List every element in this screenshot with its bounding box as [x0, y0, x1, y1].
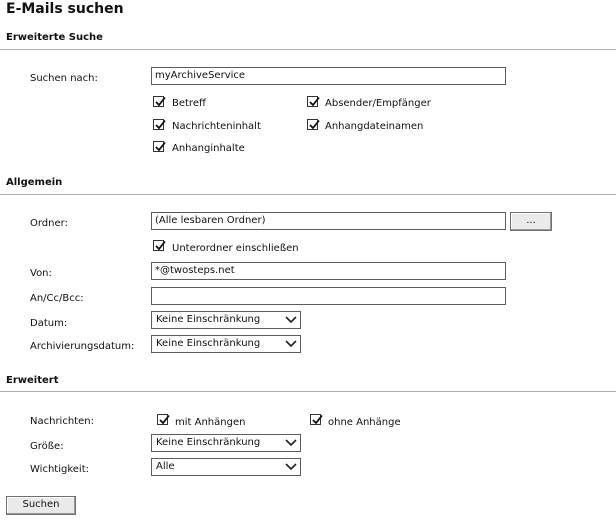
from-input[interactable]: *@twosteps.net	[151, 262, 506, 280]
chevron-down-icon	[285, 462, 297, 472]
divider	[0, 49, 616, 50]
sender-recipient-checkbox-label: Absender/Empfänger	[325, 98, 431, 109]
search-submit-button[interactable]: Suchen	[6, 496, 76, 515]
archive-date-label: Archivierungsdatum:	[30, 341, 135, 352]
size-select-value: Keine Einschränkung	[156, 437, 261, 448]
attachment-names-checkbox-label: Anhangdateinamen	[325, 121, 424, 132]
folder-label: Ordner:	[30, 218, 68, 229]
message-body-checkbox[interactable]	[153, 119, 164, 130]
date-label: Datum:	[30, 318, 68, 329]
from-label: Von:	[30, 268, 52, 279]
chevron-down-icon	[285, 339, 297, 349]
include-subfolders-checkbox[interactable]	[153, 240, 164, 251]
message-body-checkbox-label: Nachrichteninhalt	[172, 121, 261, 132]
archive-date-select[interactable]	[151, 335, 301, 353]
archive-date-select-value: Keine Einschränkung	[156, 338, 261, 349]
sender-recipient-checkbox[interactable]	[307, 96, 318, 107]
date-select-value: Keine Einschränkung	[156, 314, 261, 325]
section-advanced-search-title: Erweiterte Suche	[6, 32, 103, 43]
without-attachments-label: ohne Anhänge	[328, 417, 401, 428]
include-subfolders-label: Unterordner einschließen	[172, 243, 299, 254]
size-label: Größe:	[30, 441, 64, 452]
size-select[interactable]	[151, 434, 301, 452]
chevron-down-icon	[285, 438, 297, 448]
without-attachments-checkbox[interactable]	[310, 414, 321, 425]
importance-select-value: Alle	[156, 461, 175, 472]
divider	[0, 194, 616, 195]
with-attachments-label: mit Anhängen	[175, 417, 246, 428]
search-label: Suchen nach:	[30, 73, 98, 84]
date-select[interactable]	[151, 311, 301, 329]
divider	[0, 391, 616, 392]
folder-field[interactable]: (Alle lesbaren Ordner)	[151, 212, 506, 230]
search-input[interactable]: myArchiveService	[151, 67, 506, 85]
chevron-down-icon	[285, 315, 297, 325]
to-cc-bcc-label: An/Cc/Bcc:	[30, 293, 84, 304]
attachment-names-checkbox[interactable]	[307, 119, 318, 130]
messages-label: Nachrichten:	[30, 416, 94, 427]
subject-checkbox[interactable]	[153, 96, 164, 107]
importance-label: Wichtigkeit:	[30, 464, 89, 475]
browse-folder-button[interactable]: ...	[510, 212, 552, 231]
importance-select[interactable]	[151, 458, 301, 476]
subject-checkbox-label: Betreff	[172, 98, 206, 109]
with-attachments-checkbox[interactable]	[157, 414, 168, 425]
attachment-contents-checkbox[interactable]	[153, 141, 164, 152]
page-title: E-Mails suchen	[6, 1, 124, 17]
section-extended-title: Erweitert	[6, 375, 59, 386]
to-cc-bcc-input[interactable]	[151, 287, 506, 305]
section-general-title: Allgemein	[6, 177, 63, 188]
attachment-contents-checkbox-label: Anhanginhalte	[172, 143, 245, 154]
